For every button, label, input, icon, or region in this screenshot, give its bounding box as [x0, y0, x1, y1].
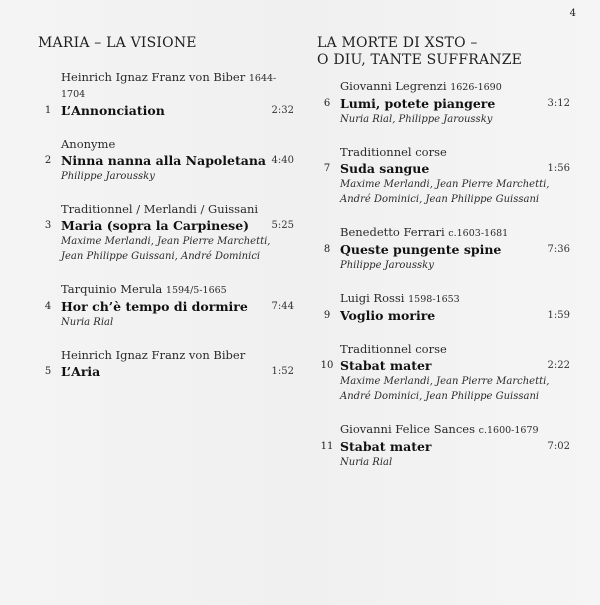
- track-number: 1: [44, 105, 52, 116]
- track-duration: 7:02: [547, 441, 570, 452]
- track-duration: 2:22: [547, 360, 570, 371]
- track-title: Voglio morire: [340, 308, 436, 323]
- track-line: [38, 152, 296, 169]
- track-number: 7: [323, 163, 331, 174]
- track-duration: 1:59: [547, 310, 570, 321]
- section-title-line-2: O DIU, TANTE SUFFRANZE: [317, 52, 523, 68]
- track-entry: [38, 282, 296, 330]
- composer-dates: 1626-1690: [450, 82, 502, 93]
- composer-name: [61, 202, 296, 217]
- left-column: [38, 35, 296, 398]
- track-duration: 3:12: [547, 98, 570, 109]
- composer-label: Heinrich Ignaz Franz von Biber: [61, 348, 246, 362]
- composer-name: [61, 137, 296, 152]
- track-line: [317, 357, 572, 374]
- track-title: Lumi, potete piangere: [340, 96, 496, 111]
- track-duration: 1:52: [271, 366, 294, 377]
- performer-line: Jean Philippe Guissani, André Dominici: [61, 251, 261, 262]
- section-title-line-1: LA MORTE DI XSTO –: [317, 35, 478, 51]
- composer-label: Anonyme: [61, 137, 116, 151]
- right-track-list: [317, 79, 572, 470]
- composer-label: Traditionnel corse: [340, 342, 447, 356]
- composer-label: Giovanni Felice Sances: [340, 422, 475, 436]
- performer-line: André Dominici, Jean Philippe Guissani: [340, 391, 540, 402]
- performer-line: Nuria Rial, Philippe Jaroussky: [340, 114, 493, 125]
- composer-name: [340, 342, 572, 357]
- page-number: 4: [569, 8, 576, 19]
- right-column: [317, 35, 572, 488]
- track-title: Queste pungente spine: [340, 242, 502, 257]
- composer-label: Tarquinio Merula: [61, 282, 163, 296]
- track-entry: [38, 202, 296, 264]
- track-entry: [38, 348, 296, 380]
- performer-line: Nuria Rial: [340, 457, 393, 468]
- track-title: Ninna nanna alla Napoletana: [61, 153, 267, 168]
- composer-dates: c.1600-1679: [478, 425, 539, 436]
- composer-dates: 1594/5-1665: [165, 285, 227, 296]
- composer-name: [340, 225, 572, 241]
- track-duration: 7:44: [271, 301, 294, 312]
- section-title: MARIA – LA VISIONE: [38, 35, 197, 51]
- composer-name: [340, 422, 572, 438]
- left-track-list: [38, 70, 296, 380]
- composer-label: Heinrich Ignaz Franz von Biber: [61, 70, 246, 84]
- track-number: 10: [320, 360, 334, 371]
- track-title: Suda sangue: [340, 161, 430, 176]
- track-number: 4: [44, 301, 52, 312]
- performer-line: Nuria Rial: [61, 317, 114, 328]
- track-title: L’Aria: [61, 364, 101, 379]
- track-entry: [317, 225, 572, 273]
- track-line: [317, 307, 572, 324]
- performer-line: Philippe Jaroussky: [340, 260, 434, 271]
- track-title: Maria (sopra la Carpinese): [61, 218, 250, 233]
- track-line: [38, 217, 296, 234]
- track-number: 9: [323, 310, 331, 321]
- track-entry: [317, 145, 572, 207]
- track-entry: [317, 291, 572, 324]
- performer-line: Maxime Merlandi, Jean Pierre Marchetti,: [340, 376, 550, 387]
- track-number: 3: [44, 220, 52, 231]
- composer-name: [340, 145, 572, 160]
- composer-label: Giovanni Legrenzi: [340, 79, 447, 93]
- track-title: Stabat mater: [340, 358, 432, 373]
- track-duration: 7:36: [547, 244, 570, 255]
- composer-dates: 1644-1704: [61, 73, 277, 100]
- track-title: Hor ch’è tempo di dormire: [61, 299, 248, 314]
- performer-line: Maxime Merlandi, Jean Pierre Marchetti,: [61, 236, 271, 247]
- track-number: 2: [44, 155, 52, 166]
- track-title: L’Annonciation: [61, 103, 165, 118]
- composer-dates: c.1603-1681: [448, 228, 509, 239]
- section-title: [317, 35, 572, 69]
- composer-name: [340, 79, 572, 95]
- track-line: [38, 102, 296, 119]
- track-number: 11: [320, 441, 334, 452]
- track-duration: 5:25: [271, 220, 294, 231]
- composer-label: Benedetto Ferrari: [340, 225, 445, 239]
- track-number: 8: [323, 244, 331, 255]
- composer-dates: 1598-1653: [408, 294, 460, 305]
- track-duration: 4:40: [271, 155, 294, 166]
- track-entry: [38, 137, 296, 184]
- track-title: Stabat mater: [340, 439, 432, 454]
- composer-label: Luigi Rossi: [340, 291, 405, 305]
- track-number: 6: [323, 98, 331, 109]
- composer-label: Traditionnel / Merlandi / Guissani: [61, 202, 259, 216]
- track-line: [317, 438, 572, 455]
- performer-line: Maxime Merlandi, Jean Pierre Marchetti,: [340, 179, 550, 190]
- track-line: [38, 363, 296, 380]
- composer-name: [61, 282, 296, 298]
- composer-name: [61, 70, 296, 102]
- track-duration: 2:32: [271, 105, 294, 116]
- performer-line: Philippe Jaroussky: [61, 171, 155, 182]
- track-line: [317, 241, 572, 258]
- track-entry: [38, 70, 296, 119]
- track-line: [317, 160, 572, 177]
- performer-line: André Dominici, Jean Philippe Guissani: [340, 194, 540, 205]
- composer-name: [340, 291, 572, 307]
- track-entry: [317, 342, 572, 404]
- track-entry: [317, 79, 572, 127]
- track-duration: 1:56: [547, 163, 570, 174]
- composer-label: Traditionnel corse: [340, 145, 447, 159]
- track-line: [38, 298, 296, 315]
- composer-name: [61, 348, 296, 363]
- track-entry: [317, 422, 572, 470]
- track-number: 5: [44, 366, 52, 377]
- track-line: [317, 95, 572, 112]
